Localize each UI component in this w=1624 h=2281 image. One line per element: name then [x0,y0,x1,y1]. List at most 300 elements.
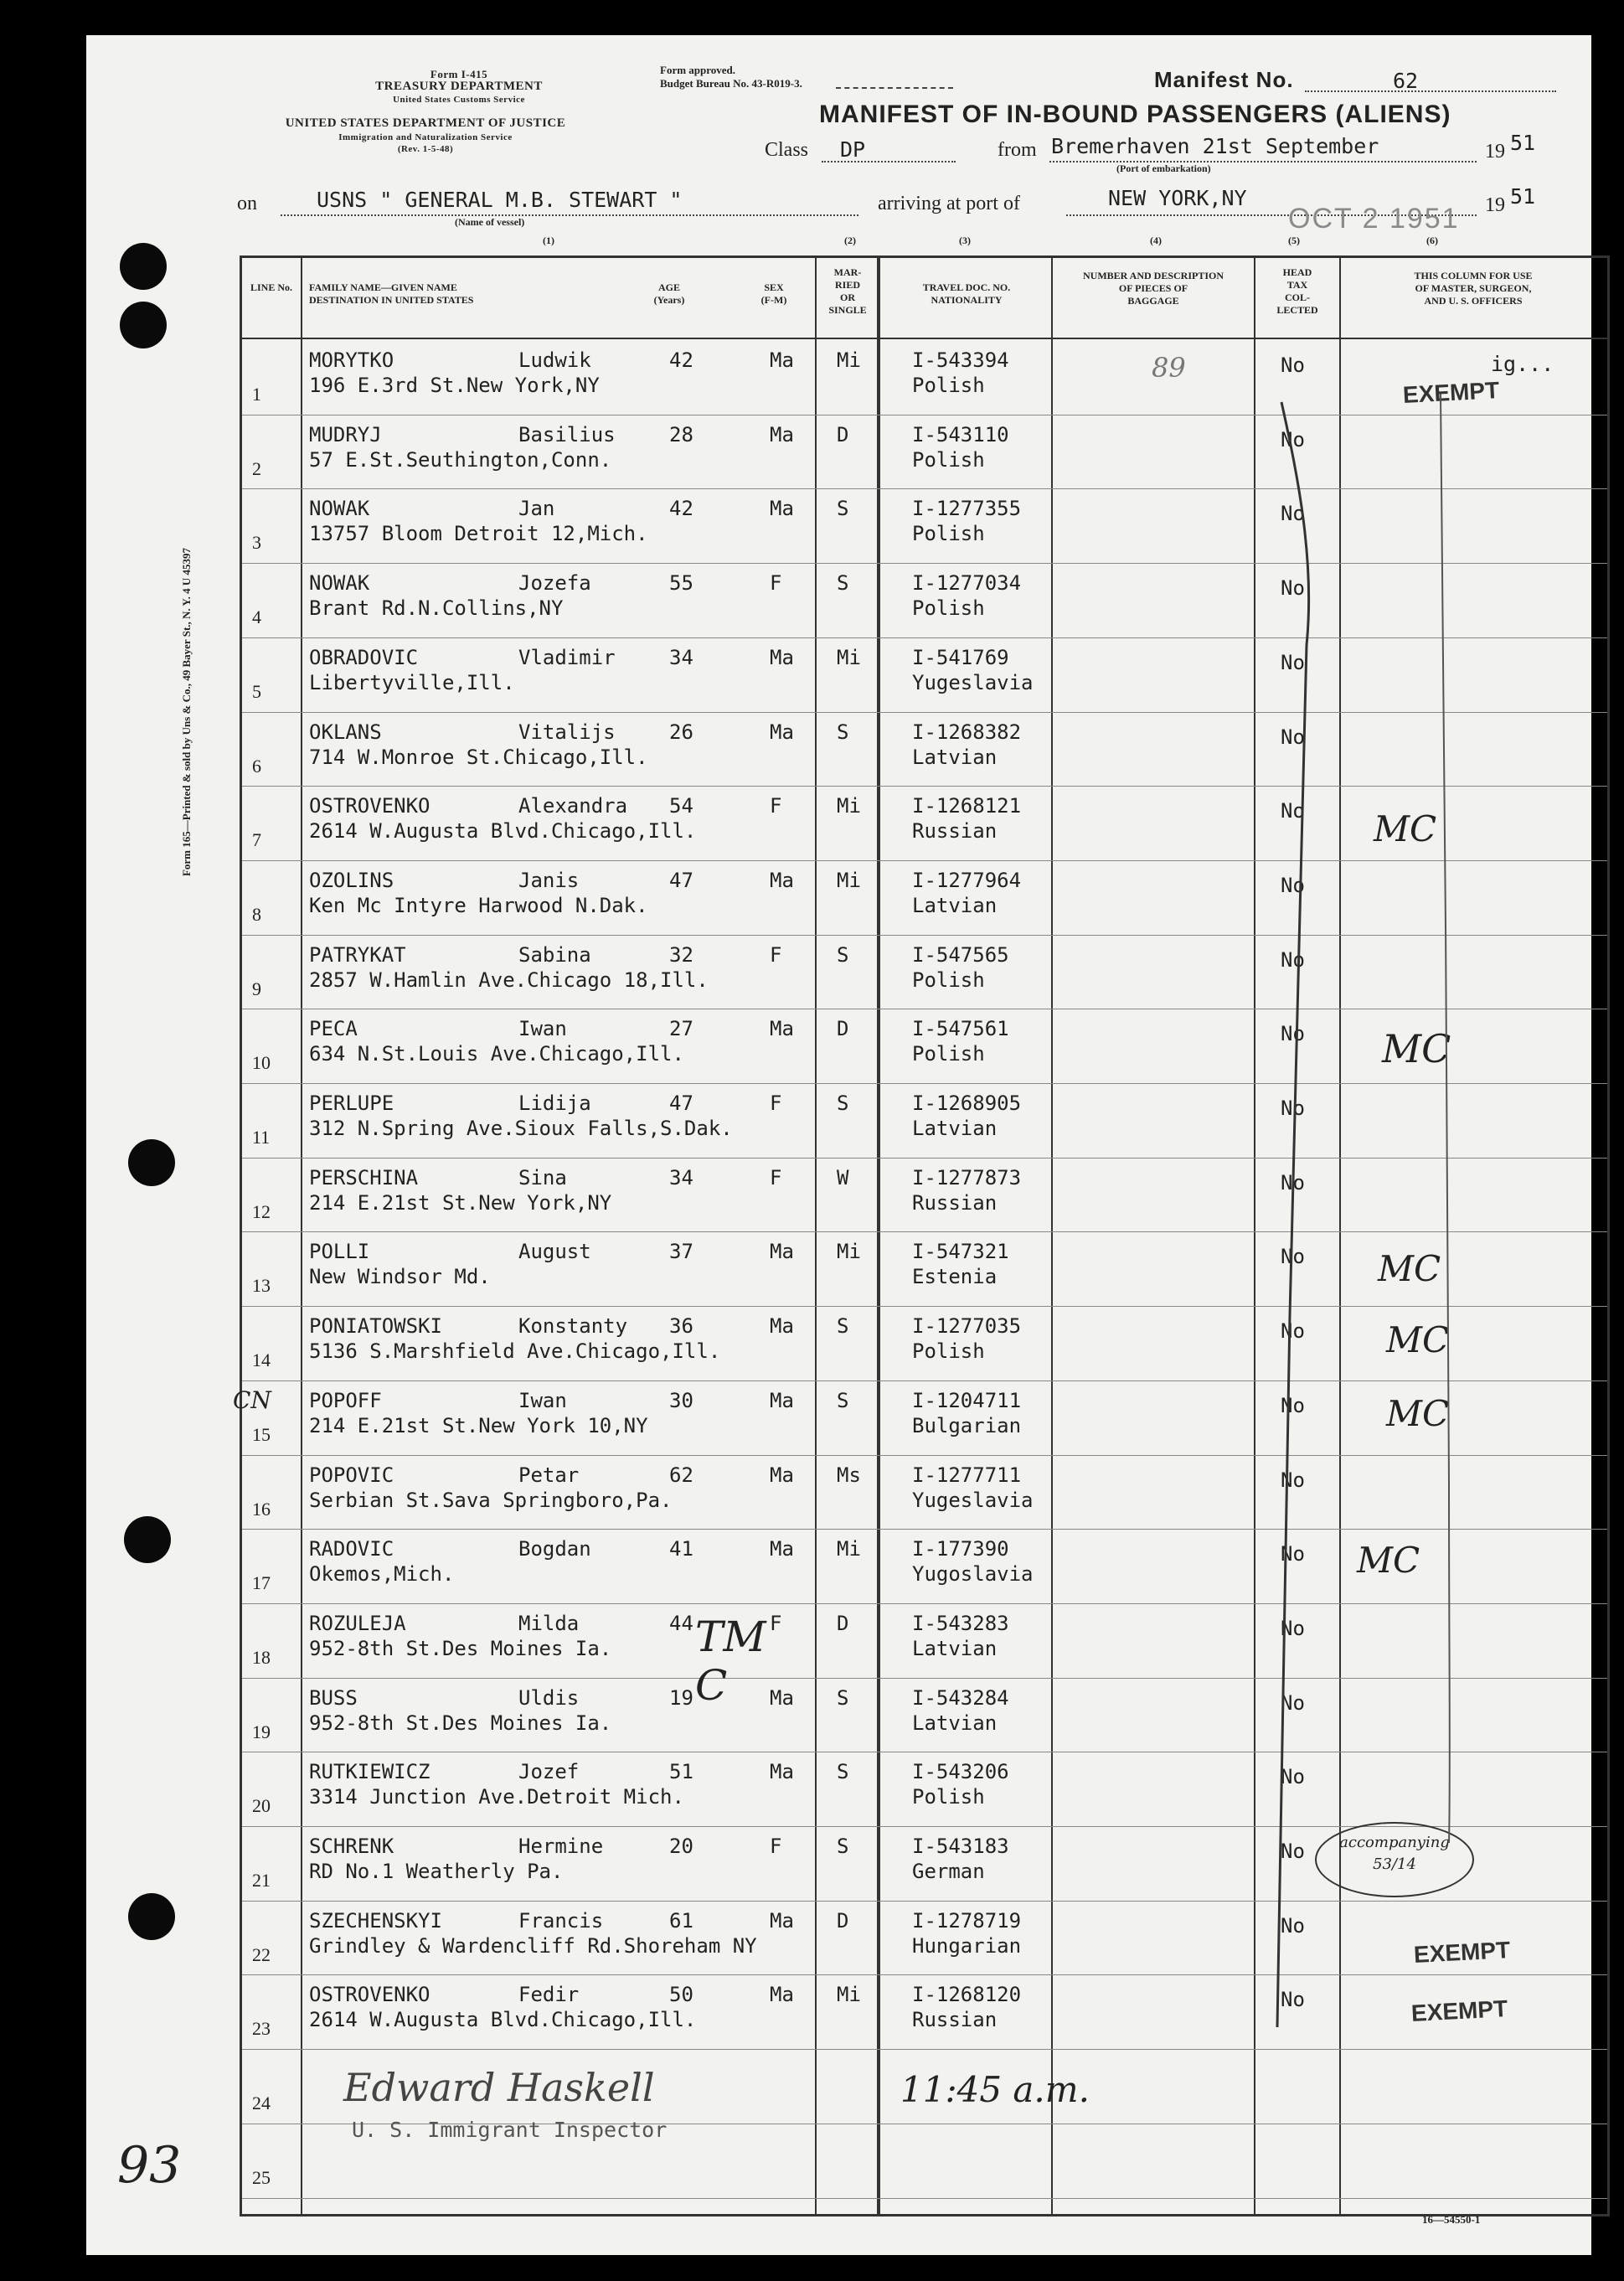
cell-doc: I-1277964 [912,868,1022,892]
cell-age: 61 [669,1908,693,1933]
cell-nat: Latvian [912,1636,998,1660]
margin-mark: CN [233,1386,271,1414]
cell-sex: Ma [770,1388,794,1412]
cell-dest: Libertyville,Ill. [309,670,515,694]
row-separator [242,1603,1607,1604]
cell-ms: Mi [837,1240,861,1264]
vessel-name: USNS " GENERAL M.B. STEWART " [317,188,683,212]
row-separator [242,786,1607,787]
cell-tax: No [1281,1468,1305,1492]
year2-suffix: 51 [1510,184,1536,209]
cell-ms: Mi [837,868,861,892]
cell-doc: I-543206 [912,1760,1009,1784]
cell-sex: F [770,942,782,967]
cell-sex: Ma [770,1240,794,1264]
from-dots [1049,161,1477,163]
line-number: 1 [252,384,261,405]
col-header-officers: THIS COLUMN FOR USE OF MASTER, SURGEON, AND U. S. OFFICERS [1414,270,1533,307]
cell-tax: No [1281,1765,1305,1789]
cell-sex: F [770,1835,782,1858]
col-header-baggage: NUMBER AND DESCRIPTION OF PIECES OF BAGGAGE [1082,270,1224,307]
cell-dest: Brant Rd.N.Collins,NY [309,596,564,621]
cell-ms: D [837,422,849,446]
cell-given: Konstanty [518,1314,628,1339]
customs-service: United States Customs Service [393,95,525,105]
inspector-title: U. S. Immigrant Inspector [352,2118,668,2142]
cell-dest: 2614 W.Augusta Blvd.Chicago,Ill. [309,2008,697,2032]
cell-age: 32 [669,942,693,967]
cell-given: Vladimir [518,645,616,669]
cell-tax: No [1281,354,1305,377]
treasury-dept: TREASURY DEPARTMENT [375,80,543,93]
cell-surname: POPOVIC [309,1463,394,1487]
cell-nat: Russian [912,2008,998,2032]
cell-nat: Yugeslavia [912,670,1034,694]
cell-ms: S [837,720,849,744]
cell-sex: F [770,1165,782,1190]
cell-ms: S [837,1091,849,1115]
cell-given: Alexandra [518,794,628,818]
cell-ms: Mi [837,794,861,818]
cell-tax: No [1281,1022,1305,1046]
cell-sex: Ma [770,1760,794,1784]
cell-dest: 57 E.St.Seuthington,Conn. [309,447,612,472]
cell-age: 27 [669,1017,693,1041]
line-number: 17 [252,1572,271,1594]
corner-mark: 93 [117,2136,182,2195]
row-separator [242,2198,1607,2199]
cell-given: Ludwik [518,348,591,372]
line-number: 16 [252,1498,271,1520]
cell-sex: Ma [770,720,794,744]
cell-surname: RADOVIC [309,1537,394,1561]
cell-nat: Polish [912,968,985,992]
printer-side-note: Form 165—Printed & sold by Uns & Co., 49 Bayer St., N. Y. 4 U 45397 [180,547,193,877]
cell-age: 36 [669,1314,693,1339]
cell-ms: D [837,1908,849,1933]
cell-nat: Polish [912,374,985,397]
manifest-no-dots [1305,90,1556,92]
cell-ms: S [837,497,849,521]
row-separator [242,1306,1607,1307]
exempt-stamp-1: EXEMPT [1402,377,1500,408]
cell-tax: No [1281,576,1305,601]
row-separator [242,935,1607,936]
cell-doc: I-1277034 [912,571,1022,596]
cell-dest: 2857 W.Hamlin Ave.Chicago 18,Ill. [309,968,709,992]
row-separator [242,1380,1607,1381]
col-num-5: (5) [1288,235,1300,246]
cell-dest: 3314 Junction Ave.Detroit Mich. [309,1785,684,1809]
cell-sex: Ma [770,348,794,372]
cell-nat: Polish [912,596,985,621]
punch-hole-2 [120,302,167,348]
line-number: 14 [252,1350,271,1371]
head-tax-stroke [1256,394,1340,2036]
punch-hole-4 [124,1516,171,1563]
col-header-line: LINE No. [250,281,292,293]
cell-sex: F [770,794,782,818]
punch-hole-1 [120,243,167,290]
cell-dest: 714 W.Monroe St.Chicago,Ill. [309,745,648,769]
cell-ms: Ms [837,1463,861,1487]
cell-ms: S [837,1314,849,1339]
line-number: 4 [252,606,261,628]
cell-nat: Polish [912,1785,985,1809]
cell-tax: No [1281,947,1305,972]
cell-sex: Ma [770,1463,794,1487]
line-number: 20 [252,1795,271,1817]
cell-surname: MORYTKO [309,348,394,372]
vessel-dots [281,214,858,216]
cell-dest: 952-8th St.Des Moines Ia. [309,1711,612,1735]
row-separator [242,860,1607,861]
from-value: Bremerhaven 21st September [1051,134,1379,158]
mc-mark-14: MC [1386,1319,1450,1360]
cell-given: August [518,1240,591,1264]
tm-mark: TM C [695,1613,766,1710]
cell-nat: Polish [912,1339,985,1364]
cell-age: 41 [669,1537,693,1561]
cell-surname: NOWAK [309,571,370,596]
cell-age: 47 [669,1091,693,1115]
cell-age: 44 [669,1611,693,1635]
cell-doc: I-547321 [912,1240,1009,1264]
line-number: 21 [252,1870,271,1891]
cell-ms: S [837,1835,849,1858]
cell-given: Milda [518,1611,580,1635]
cell-tax: No [1281,1913,1305,1938]
cell-sex: F [770,1611,782,1635]
cell-nat: Latvian [912,1117,998,1140]
form-number: Form I-415 [430,68,488,80]
cell-given: Bogdan [518,1537,591,1561]
year1-suffix: 51 [1510,131,1536,155]
cell-tax: No [1281,427,1305,452]
cell-age: 26 [669,720,693,744]
row-separator [242,1678,1607,1679]
cell-tax: No [1281,1097,1305,1120]
line-number: 11 [252,1127,271,1148]
cell-dest: Grindley & Wardencliff Rd.Shoreham NY [309,1933,757,1958]
port-embark-note: (Port of embarkation) [1116,163,1211,174]
mc-mark-10: MC [1382,1026,1451,1071]
row-separator [242,1901,1607,1902]
budget-dash [836,87,953,89]
cell-given: Lidija [518,1091,591,1115]
cell-doc: I-1277035 [912,1314,1022,1339]
col-header-travel: TRAVEL DOC. NO. NATIONALITY [922,281,1011,306]
line-number: 19 [252,1721,271,1742]
ins-service: Immigration and Naturalization Service [338,132,513,142]
cell-dest: 2614 W.Augusta Blvd.Chicago,Ill. [309,819,697,844]
cell-tax: No [1281,1542,1305,1566]
cell-given: Iwan [518,1388,567,1412]
cell-nat: Yugeslavia [912,1488,1034,1512]
cell-tax: No [1281,650,1305,674]
justice-dept: UNITED STATES DEPARTMENT OF JUSTICE [285,116,566,130]
cell-tax: No [1281,873,1305,897]
cell-tax: No [1281,1319,1305,1344]
row-separator [242,712,1607,713]
cell-surname: POPOFF [309,1388,382,1412]
cell-tax: No [1281,1245,1305,1269]
signing-time: 11:45 a.m. [900,2069,1090,2110]
cell-sex: Ma [770,1983,794,2007]
cell-nat: German [912,1860,985,1883]
cell-surname: OBRADOVIC [309,645,419,669]
col-num-2: (2) [844,235,856,246]
cell-age: 34 [669,1165,693,1190]
signature: Edward Haskell [343,2065,655,2110]
row-separator [242,1083,1607,1084]
cell-age: 51 [669,1760,693,1784]
year2-prefix: 19 [1485,194,1505,216]
cell-tax: No [1281,1840,1305,1863]
cell-age: 20 [669,1835,693,1858]
row-separator [242,637,1607,638]
cell-doc: I-543110 [912,422,1009,446]
cell-nat: Polish [912,1042,985,1066]
cell-doc: I-1268382 [912,720,1022,744]
cell-tax: No [1281,1988,1305,2012]
cell-tax: No [1281,1690,1305,1715]
line-number: 9 [252,978,261,999]
cell-surname: BUSS [309,1685,358,1710]
line-number: 12 [252,1200,271,1222]
row-separator [242,1974,1607,1975]
cell-nat: Hungarian [912,1933,1022,1958]
cell-age: 47 [669,868,693,892]
date-stamp: OCT 2 1951 [1288,203,1460,235]
cell-dest: New Windsor Md. [309,1265,491,1289]
cell-doc: I-1277711 [912,1463,1022,1487]
exempt-stamp-2: EXEMPT [1413,1937,1511,1968]
cell-doc: I-1277355 [912,497,1022,521]
cell-doc: I-543284 [912,1685,1009,1710]
on-label: on [237,193,257,214]
col-header-married: MAR- RIED OR SINGLE [828,266,867,316]
cell-sex: Ma [770,1908,794,1933]
cell-given: Sabina [518,942,591,967]
line-number: 5 [252,680,261,702]
row-separator [242,1529,1607,1530]
cell-doc: I-541769 [912,645,1009,669]
cell-doc: I-1268905 [912,1091,1022,1115]
baggage-count: 89 [1152,352,1186,384]
cell-dest: Serbian St.Sava Springboro,Pa. [309,1488,673,1512]
cell-surname: RUTKIEWICZ [309,1760,430,1784]
vline-doc-end [1051,258,1053,2214]
officer-column-stroke [1424,394,1474,1851]
cell-dest: 13757 Bloom Detroit 12,Mich. [309,522,648,546]
cell-dest: 214 E.21st St.New York 10,NY [309,1413,648,1437]
cell-surname: PECA [309,1017,358,1041]
cell-nat: Estenia [912,1265,998,1289]
cell-given: Jozef [518,1760,580,1784]
cell-sex: Ma [770,1017,794,1041]
cell-surname: MUDRYJ [309,422,382,446]
cell-dest: 196 E.3rd St.New York,NY [309,374,600,397]
cell-surname: OKLANS [309,720,382,744]
cell-nat: Latvian [912,893,998,917]
form-approved: Form approved. [660,64,736,76]
arrival-port: NEW YORK,NY [1108,186,1247,210]
cell-surname: SCHRENK [309,1835,394,1858]
cell-doc: I-547565 [912,942,1009,967]
passenger-table [240,255,1610,2216]
cell-ms: Mi [837,645,861,669]
cell-surname: OSTROVENKO [309,1983,430,2007]
line-number: 8 [252,903,261,925]
vline-baggage-end [1254,258,1255,2214]
col-header-sex: SEX (F-M) [760,281,787,306]
cell-given: Vitalijs [518,720,616,744]
cell-nat: Polish [912,447,985,472]
cell-surname: PERSCHINA [309,1165,419,1190]
punch-hole-5 [128,1893,175,1940]
cell-doc: I-177390 [912,1537,1009,1561]
cell-age: 62 [669,1463,693,1487]
cell-age: 30 [669,1388,693,1412]
cell-tax: No [1281,1616,1305,1640]
line-number: 3 [252,532,261,554]
class-value: DP [840,137,866,162]
cell-ms: D [837,1017,849,1041]
mc-mark-7: MC [1374,808,1437,849]
punch-hole-3 [128,1139,175,1186]
cell-ms: S [837,571,849,596]
vessel-col-num: (1) [543,235,554,246]
line-number: 22 [252,1943,271,1965]
cell-nat: Bulgarian [912,1413,1022,1437]
manifest-no-label: Manifest No. [1154,67,1294,92]
line-number: 6 [252,755,261,777]
cell-doc: I-1268121 [912,794,1022,818]
col-header-name: FAMILY NAME—GIVEN NAME DESTINATION IN UNITED STATES [309,281,474,306]
line-number: 13 [252,1275,271,1297]
cell-dest: Okemos,Mich. [309,1562,455,1587]
line-number: 7 [252,829,261,851]
mc-mark-15: MC [1386,1393,1450,1434]
cell-sex: F [770,1091,782,1115]
cell-surname: PERLUPE [309,1091,394,1115]
cell-doc: I-1204711 [912,1388,1022,1412]
cell-given: Uldis [518,1685,580,1710]
row-separator [242,563,1607,564]
cell-surname: SZECHENSKYI [309,1908,442,1933]
exempt-stamp-3: EXEMPT [1410,1995,1508,2026]
cell-ms: Mi [837,1537,861,1561]
cell-doc: I-543394 [912,348,1009,372]
cell-dest: 312 N.Spring Ave.Sioux Falls,S.Dak. [309,1117,733,1140]
cell-given: Hermine [518,1835,604,1858]
line-number: 24 [252,2093,271,2114]
cell-age: 37 [669,1240,693,1264]
cell-surname: OZOLINS [309,868,394,892]
year1-prefix: 19 [1485,141,1505,163]
cell-tax: No [1281,799,1305,823]
class-label: Class [765,139,809,161]
cell-given: Francis [518,1908,604,1933]
cell-tax: No [1281,725,1305,749]
cell-ms: S [837,1685,849,1710]
cell-sex: Ma [770,1685,794,1710]
cell-age: 34 [669,645,693,669]
cell-age: 55 [669,571,693,596]
cell-surname: NOWAK [309,497,370,521]
col-header-headtax: HEAD TAX COL- LECTED [1276,266,1318,316]
cell-given: Fedir [518,1983,580,2007]
col-num-4: (4) [1150,235,1162,246]
row-separator [242,488,1607,489]
cell-doc: I-543283 [912,1611,1009,1635]
header-rule [242,338,1607,339]
cell-nat: Yugoslavia [912,1562,1034,1587]
cell-doc: I-1277873 [912,1165,1022,1190]
cell-ms: S [837,942,849,967]
cell-doc: I-547561 [912,1017,1009,1041]
line-number: 15 [252,1423,271,1445]
cell-given: Janis [518,868,580,892]
line-number: 18 [252,1646,271,1668]
revision: (Rev. 1-5-48) [397,144,454,154]
cell-sex: Ma [770,868,794,892]
cell-ms: S [837,1760,849,1784]
mc-mark-13: MC [1378,1248,1441,1289]
col-header-age: AGE (Years) [653,281,685,306]
cell-sex: Ma [770,422,794,446]
cell-given: Basilius [518,422,616,446]
cell-dest: 5136 S.Marshfield Ave.Chicago,Ill. [309,1339,721,1364]
line-number: 23 [252,2018,271,2040]
vessel-note: (Name of vessel) [455,216,525,228]
cell-sex: Ma [770,497,794,521]
cell-sex: Ma [770,1537,794,1561]
from-label: from [998,139,1037,161]
manifest-title: MANIFEST OF IN-BOUND PASSENGERS (ALIENS) [819,101,1451,128]
cell-surname: OSTROVENKO [309,794,430,818]
cell-age: 42 [669,348,693,372]
line-number: 2 [252,457,261,479]
cell-age: 42 [669,497,693,521]
cell-doc: I-543183 [912,1835,1009,1858]
row-separator [242,1158,1607,1159]
cell-ms: Mi [837,348,861,372]
line-number: 25 [252,2166,271,2188]
row-separator [242,1231,1607,1232]
col-num-6: (6) [1426,235,1438,246]
cell-age: 19 [669,1685,693,1710]
cell-age: 54 [669,794,693,818]
cell-nat: Russian [912,819,998,844]
cell-nat: Polish [912,522,985,546]
cell-nat: Latvian [912,1711,998,1735]
cell-tax: No [1281,1170,1305,1195]
cell-nat: Russian [912,1190,998,1215]
cell-given: Jozefa [518,571,591,596]
row-separator [242,1455,1607,1456]
cell-ms: D [837,1611,849,1635]
cell-given: Jan [518,497,555,521]
cell-dest: 214 E.21st St.New York,NY [309,1190,612,1215]
col-num-3: (3) [959,235,971,246]
cell-dest: RD No.1 Weatherly Pa. [309,1860,564,1883]
accompanying-circle: accompanying 53/14 [1315,1822,1474,1897]
cell-ms: S [837,1388,849,1412]
cell-sex: F [770,571,782,596]
cell-tax: No [1281,502,1305,526]
